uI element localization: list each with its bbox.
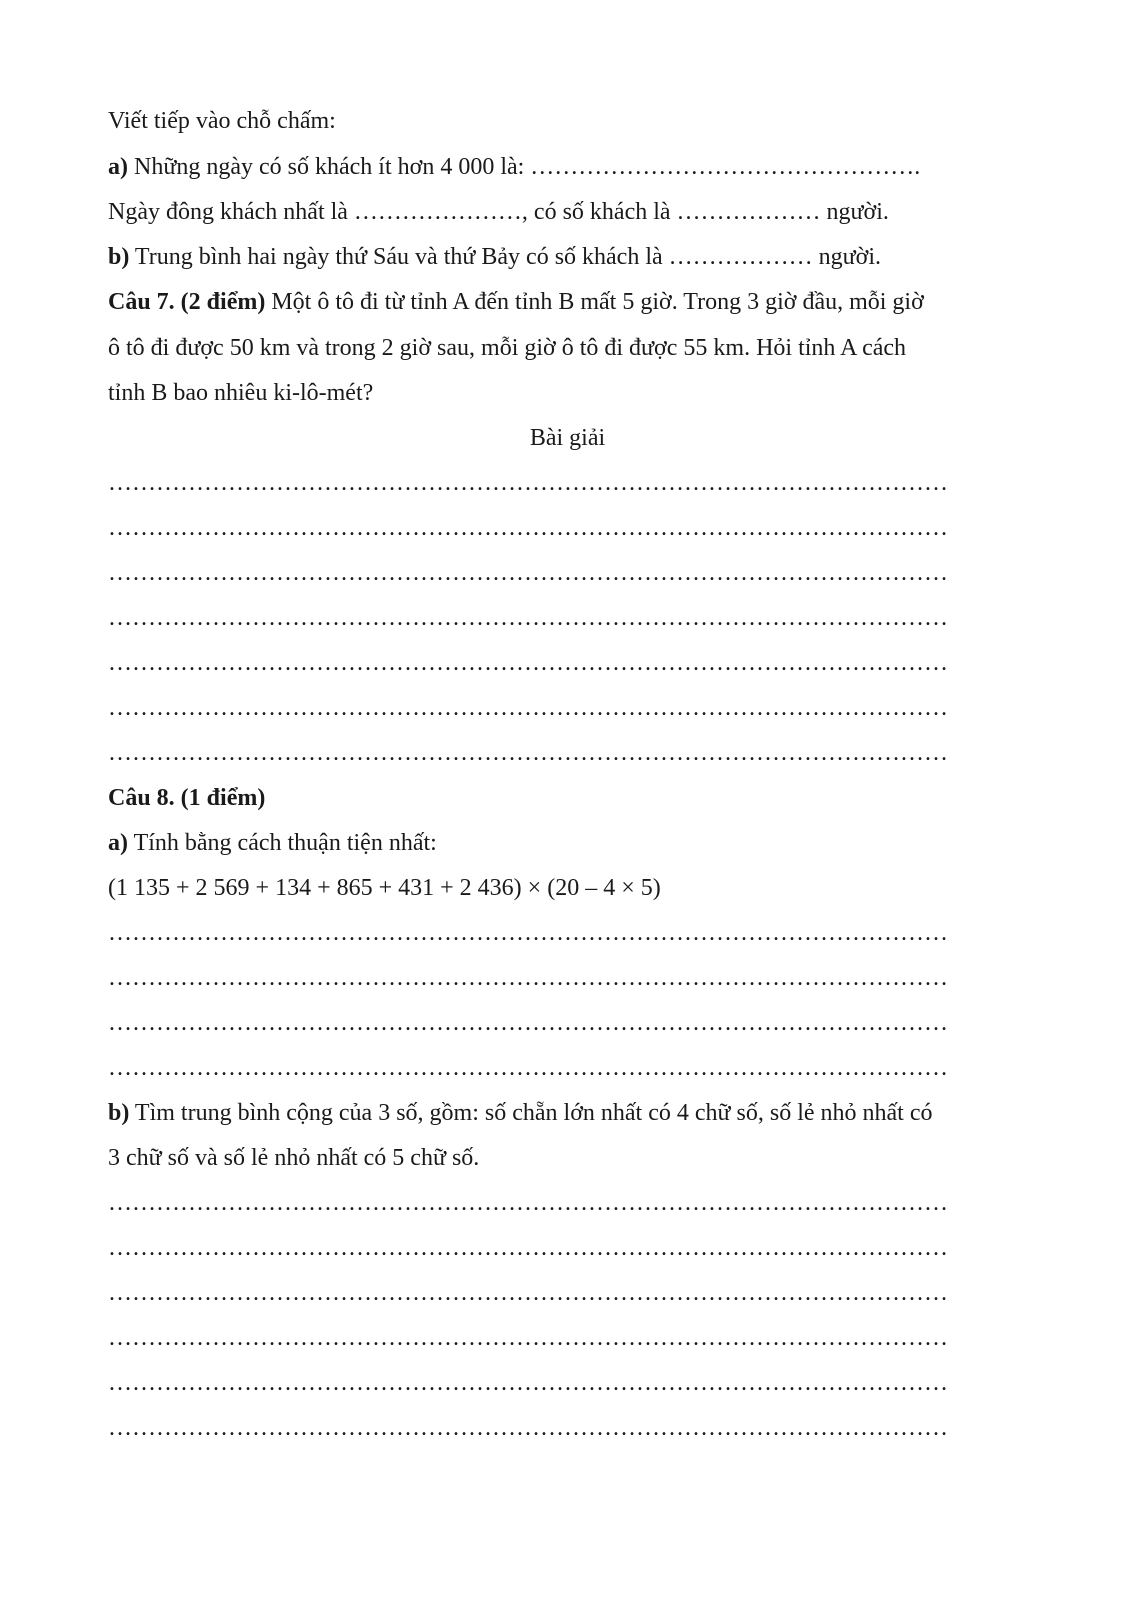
q8a-answer-line: …………………………………………………………………………………………… [108,1010,948,1036]
q7-answer-line: …………………………………………………………………………………………… [108,515,948,541]
q8b-answer-line: …………………………………………………………………………………………… [108,1370,948,1396]
q6-part-a-line2: Ngày đông khách nhất là …………………, có số khách là ……………… người. [108,199,889,225]
q8-part-b [108,1098,1028,1128]
q7-label: Câu 7. (2 điểm) [108,289,266,315]
q6-part-a-text: Những ngày có số khách ít hơn 4 000 là: …………………………………………. [134,154,921,180]
q6-part-b-label: b) [108,244,130,270]
q8b-answer-line: …………………………………………………………………………………………… [108,1280,948,1306]
q7-answer-line: …………………………………………………………………………………………… [108,740,948,766]
q8b-answer-line: …………………………………………………………………………………………… [108,1190,948,1216]
q8a-answer-line: …………………………………………………………………………………………… [108,1055,948,1081]
q7-text-line3: tỉnh B bao nhiêu ki-lô-mét? [108,380,374,406]
q7-answer-line: …………………………………………………………………………………………… [108,470,948,496]
q6-part-b-text: Trung bình hai ngày thứ Sáu và thứ Bảy có số khách là ……………… người. [134,244,882,270]
q7-text-line1: Một ô tô đi từ tỉnh A đến tỉnh B mất 5 giờ. Trong 3 giờ đầu, mỗi giờ [271,289,924,315]
q8b-answer-line: …………………………………………………………………………………………… [108,1235,948,1261]
q8b-answer-line: …………………………………………………………………………………………… [108,1415,948,1441]
q7-answer-line: …………………………………………………………………………………………… [108,605,948,631]
q7-line1 [108,287,1028,317]
q6-part-b [108,242,1028,272]
q8a-answer-line: …………………………………………………………………………………………… [108,920,948,946]
instruction-text: Viết tiếp vào chỗ chấm: [108,108,336,134]
q7-answer-line: …………………………………………………………………………………………… [108,560,948,586]
q8a-answer-line: …………………………………………………………………………………………… [108,965,948,991]
solution-heading: Bài giải [529,425,606,451]
q8b-answer-line: …………………………………………………………………………………………… [108,1325,948,1351]
q6-part-a [108,152,1028,182]
q8-expression: (1 135 + 2 569 + 134 + 865 + 431 + 2 436) × (20 – 4 × 5) [108,875,661,901]
q6-part-a-label: a) [108,154,128,180]
q8-part-a-text: Tính bằng cách thuận tiện nhất: [133,830,437,856]
q7-answer-line: …………………………………………………………………………………………… [108,695,948,721]
q8-part-a [108,828,1028,858]
q8-part-b-label: b) [108,1100,130,1126]
q8-part-b-text-line1: Tìm trung bình cộng của 3 số, gồm: số chẵn lớn nhất có 4 chữ số, số lẻ nhỏ nhất có [134,1100,933,1126]
q8-heading [108,783,1028,813]
q8-part-a-label: a) [108,830,128,856]
q7-answer-line: …………………………………………………………………………………………… [108,650,948,676]
q8-part-b-text-line2: 3 chữ số và số lẻ nhỏ nhất có 5 chữ số. [108,1145,480,1171]
q7-text-line2: ô tô đi được 50 km và trong 2 giờ sau, mỗi giờ ô tô đi được 55 km. Hỏi tỉnh A cách [108,335,907,361]
q8-label: Câu 8. (1 điểm) [108,785,266,811]
